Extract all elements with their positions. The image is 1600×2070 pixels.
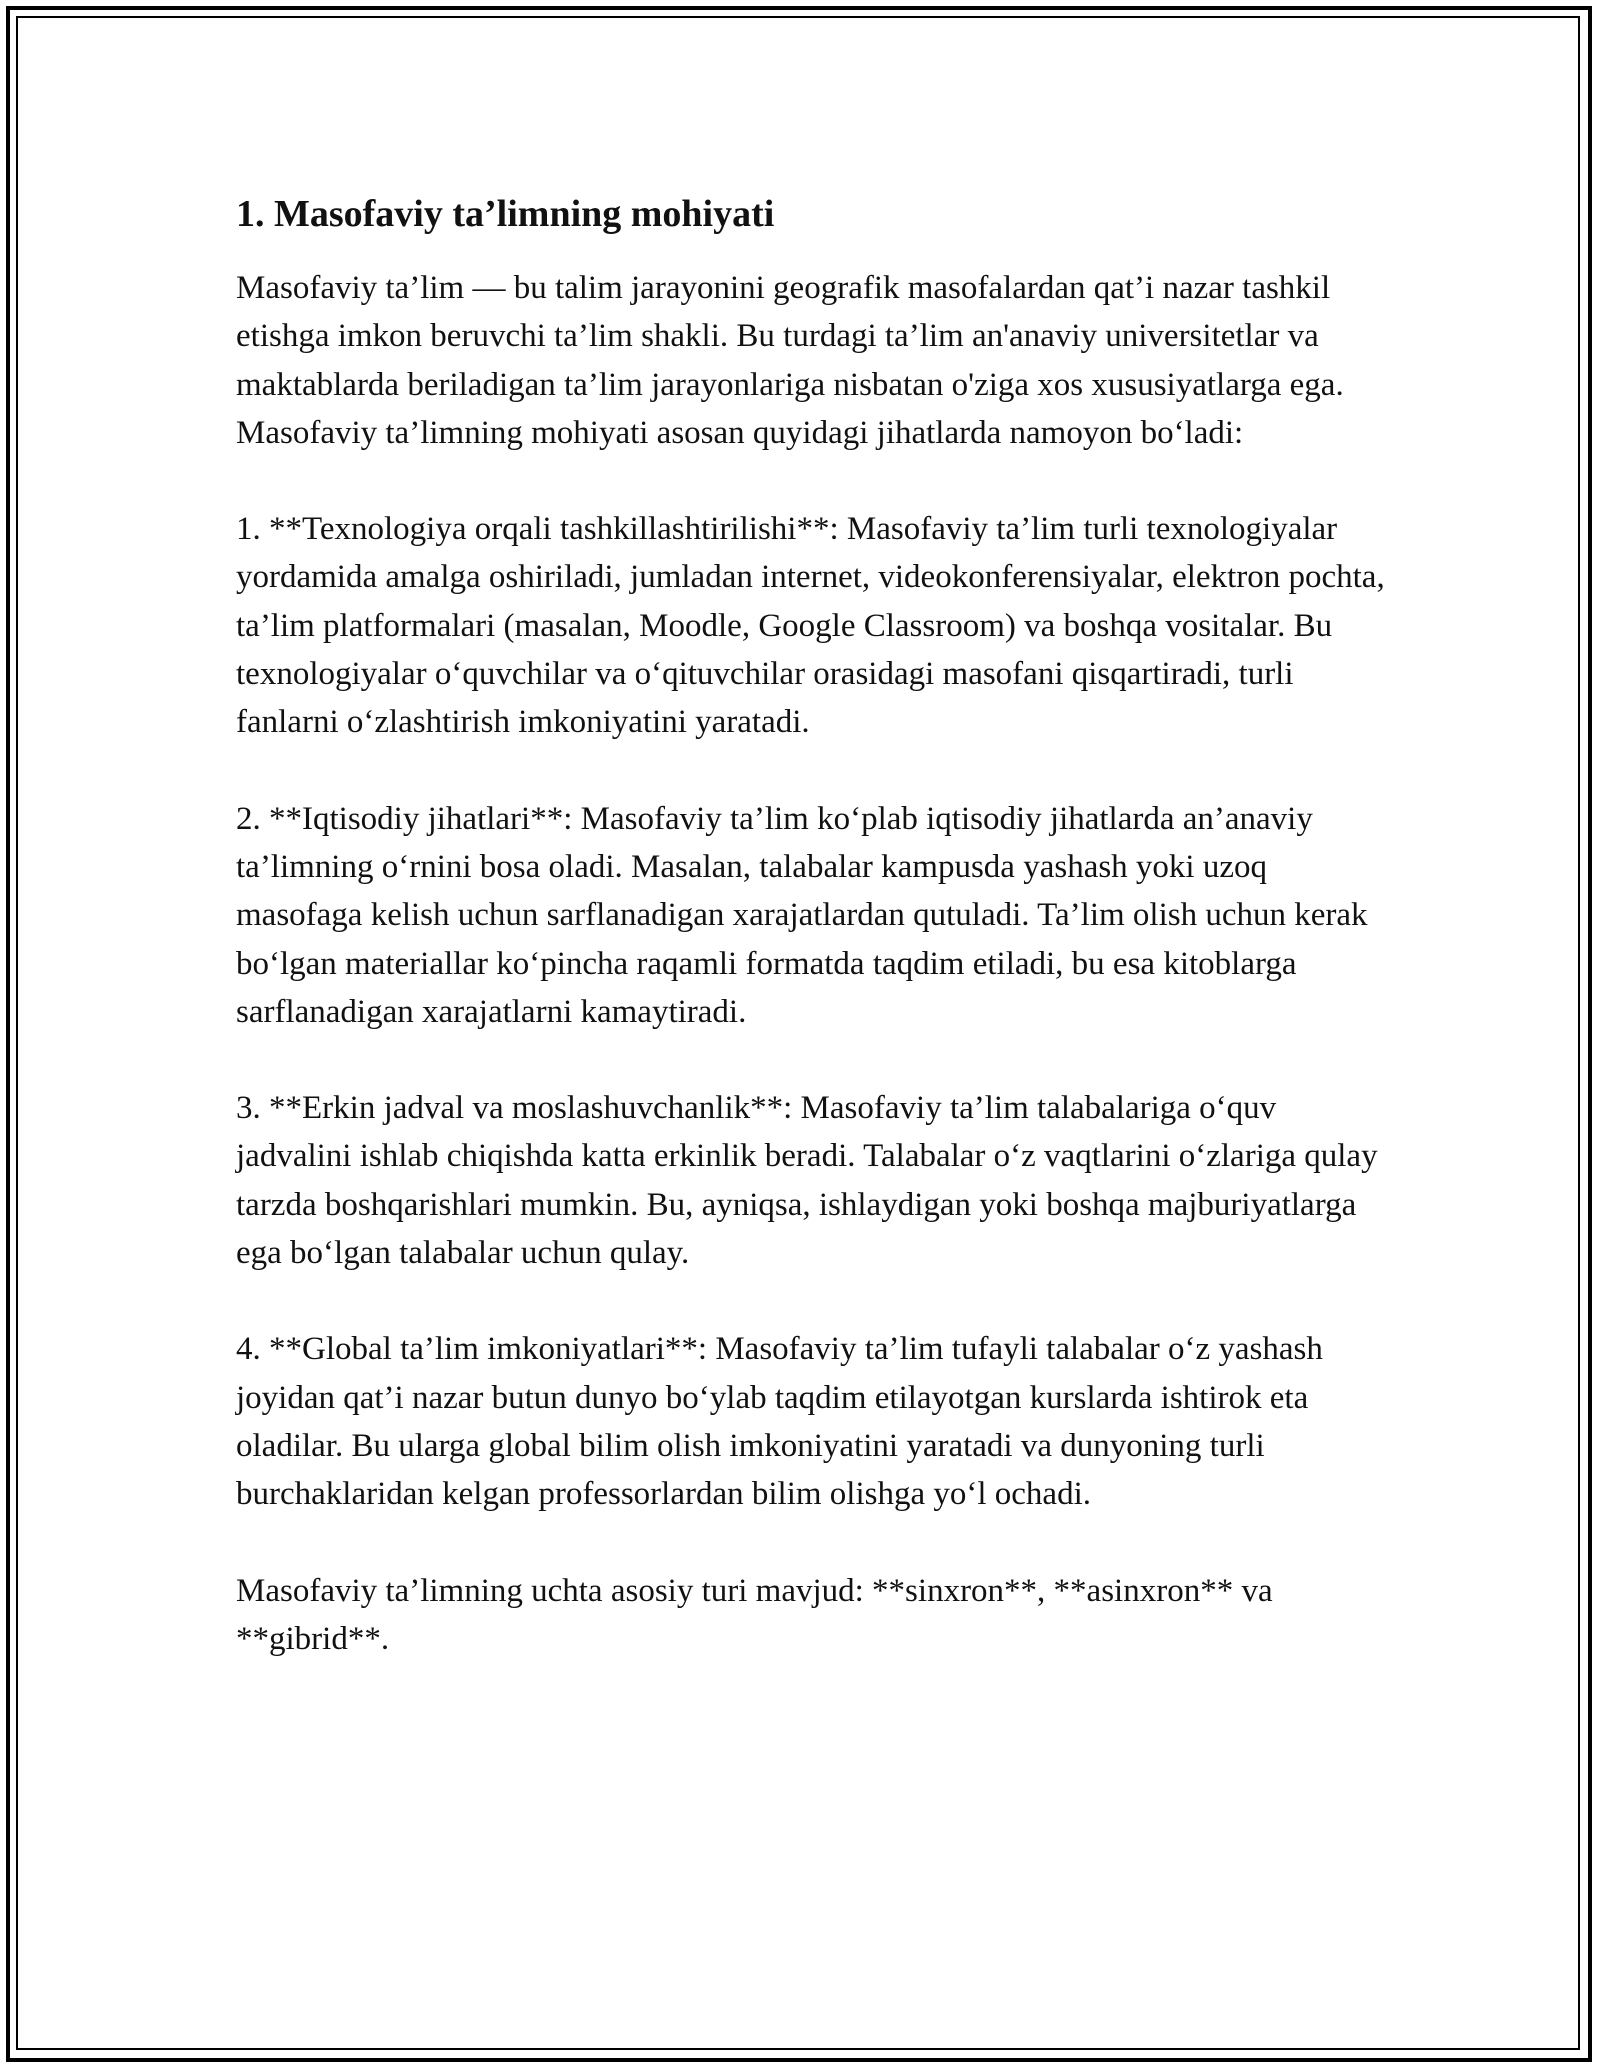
list-item-flexible-schedule: 3. **Erkin jadval va moslashuvchanlik**: Masofaviy ta’lim talabalariga o‘quv jadvalini ishlab chiqishda katta erkinlik beradi. Talabalar o‘z vaqtlarini o‘zlariga qulay tarzda boshqarishlari mumkin. Bu, ayniqsa, ishlaydigan yoki boshqa majburiyatlarga ega bo‘lgan talabalar uchun qulay. <box>236 1090 1378 1272</box>
closing-paragraph: Masofaviy ta’limning uchta asosiy turi mavjud: **sinxron**, **asinxron** va **gibrid**. <box>236 1572 1273 1657</box>
intro-paragraph: Masofaviy ta’lim — bu talim jarayonini geografik masofalardan qat’i nazar tashkil etishga imkon beruvchi ta’lim shakli. Bu turdagi ta’lim an'anaviy universitetlar va maktablarda beriladigan ta’lim jarayonlariga nisbatan o'ziga xos xususiyatlarga ega. Masofaviy ta’limning mohiyati asosan quyidagi jihatlarda namoyon bo‘ladi: <box>236 270 1344 451</box>
section-heading: 1. Masofaviy ta’limning mohiyati <box>236 193 775 235</box>
list-item-global-opportunities: 4. **Global ta’lim imkoniyatlari**: Masofaviy ta’lim tufayli talabalar o‘z yashash joyidan qat’i nazar butun dunyo bo‘ylab taqdim etilayotgan kurslarda ishtirok eta oladilar. Bu ularga global bilim olish imkoniyatini yaratadi va dunyoning turli burchaklaridan kelgan professorlardan bilim olishga yo‘l ochadi. <box>236 1331 1323 1513</box>
list-item-economic: 2. **Iqtisodiy jihatlari**: Masofaviy ta’lim ko‘plab iqtisodiy jihatlarda an’anaviy ta’limning o‘rnini bosa oladi. Masalan, talabalar kampusda yashash yoki uzoq masofaga kelish uchun sarflanadigan xarajatlardan qutuladi. Ta’lim olish uchun kerak bo‘lgan materiallar ko‘pincha raqamli formatda taqdim etiladi, bu esa kitoblarga sarflanadigan xarajatlarni kamaytiradi. <box>236 800 1368 1030</box>
list-item-technology: 1. **Texnologiya orqali tashkillashtirilishi**: Masofaviy ta’lim turli texnologiyalar yordamida amalga oshiriladi, jumladan internet, videokonferensiyalar, elektron pochta, ta’lim platformalari (masalan, Moodle, Google Classroom) va boshqa vositalar. Bu texnologiyalar o‘quvchilar va o‘qituvchilar orasidagi masofani qisqartiradi, turli fanlarni o‘zlashtirish imkoniyatini yaratadi. <box>236 511 1385 741</box>
document-body <box>236 190 1396 1663</box>
